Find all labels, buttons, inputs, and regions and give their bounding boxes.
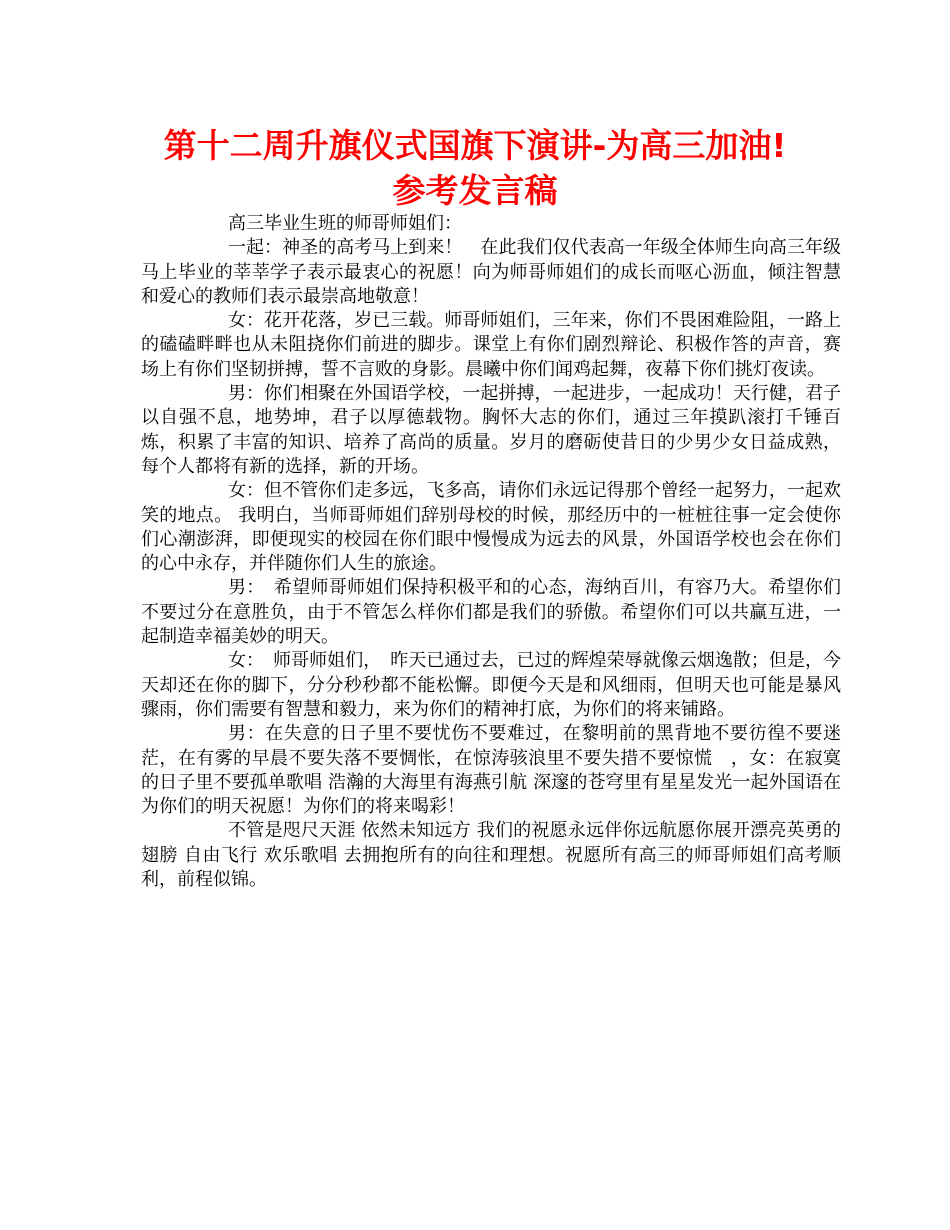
paragraph-male-3: 男：在失意的日子里不要忧伤不要难过，在黎明前的黑背地不要彷徨不要迷茫，在有雾的早晨不要失落不要惆怅，在惊涛骇浪里不要失措不要惊慌 ，女：在寂寞的日子里不要孤单歌唱 浩瀚的大海里有海燕引航 深邃的苍穹里有星星发光一起外国语在为你们的明天祝愿！为你们的将来喝彩！ (141, 723, 841, 818)
paragraph-closing: 不管是咫尺天涯 依然未知远方 我们的祝愿永远伴你远航愿你展开漂亮英勇的翅膀 自由飞行 欢乐歌唱 去拥抱所有的向往和理想。祝愿所有高三的师哥师姐们高考顺利，前程似锦。 (141, 820, 841, 891)
paragraph-female-2: 女：但不管你们走多远，飞多高，请你们永远记得那个曾经一起努力，一起欢笑的地点。 我明白，当师哥师姐们辞别母校的时候，那经历中的一桩桩往事一定会使你们心潮澎湃，即便现实的校园在你们眼中慢慢成为远去的风景，外国语学校也会在你们的心中永存，并伴随你们人生的旅途。 (141, 480, 841, 575)
paragraph-male-2: 男： 希望师哥师姐们保持积极平和的心态，海纳百川，有容乃大。希望你们不要过分在意胜负，由于不管怎么样你们都是我们的骄傲。希望你们可以共赢互进，一起制造幸福美妙的明天。 (141, 577, 841, 648)
document-title-line-1: 第十二周升旗仪式国旗下演讲-为高三加油! (163, 126, 787, 165)
document-title-line-2: 参考发言稿 (392, 171, 558, 210)
paragraph-together-opening: 一起：神圣的高考马上到来！ 在此我们仅代表高一年级全体师生向高三年级马上毕业的莘莘学子表示最衷心的祝愿！向为师哥师姐们的成长而呕心沥血，倾注智慧和爱心的教师们表示最崇高地敬意！ (141, 237, 841, 307)
document-body (141, 212, 841, 892)
paragraph-salutation: 高三毕业生班的师哥师姐们： (228, 213, 462, 234)
paragraph-female-3: 女： 师哥师姐们， 昨天已通过去，已过的辉煌荣辱就像云烟逸散；但是，今天却还在你的脚下，分分秒秒都不能松懈。即便今天是和风细雨，但明天也可能是暴风骤雨，你们需要有智慧和毅力，来为你们的精神打底，为你们的将来铺路。 (141, 650, 841, 720)
paragraph-female-1: 女：花开花落，岁已三载。师哥师姐们，三年来，你们不畏困难险阻，一路上的磕磕畔畔也从未阻挠你们前进的脚步。课堂上有你们剧烈辩论、积极作答的声音，赛场上有你们坚韧拼搏，誓不言败的身影。晨曦中你们闻鸡起舞，夜幕下你们挑灯夜读。 (141, 310, 841, 380)
paragraph-male-1: 男：你们相聚在外国语学校，一起拼搏，一起进步，一起成功！天行健，君子以自强不息，地势坤，君子以厚德载物。胸怀大志的你们，通过三年摸趴滚打千锤百炼，积累了丰富的知识、培养了高尚的质量。岁月的磨砺使昔日的少男少女日益成熟，每个人都将有新的选择，新的开场。 (141, 383, 841, 477)
